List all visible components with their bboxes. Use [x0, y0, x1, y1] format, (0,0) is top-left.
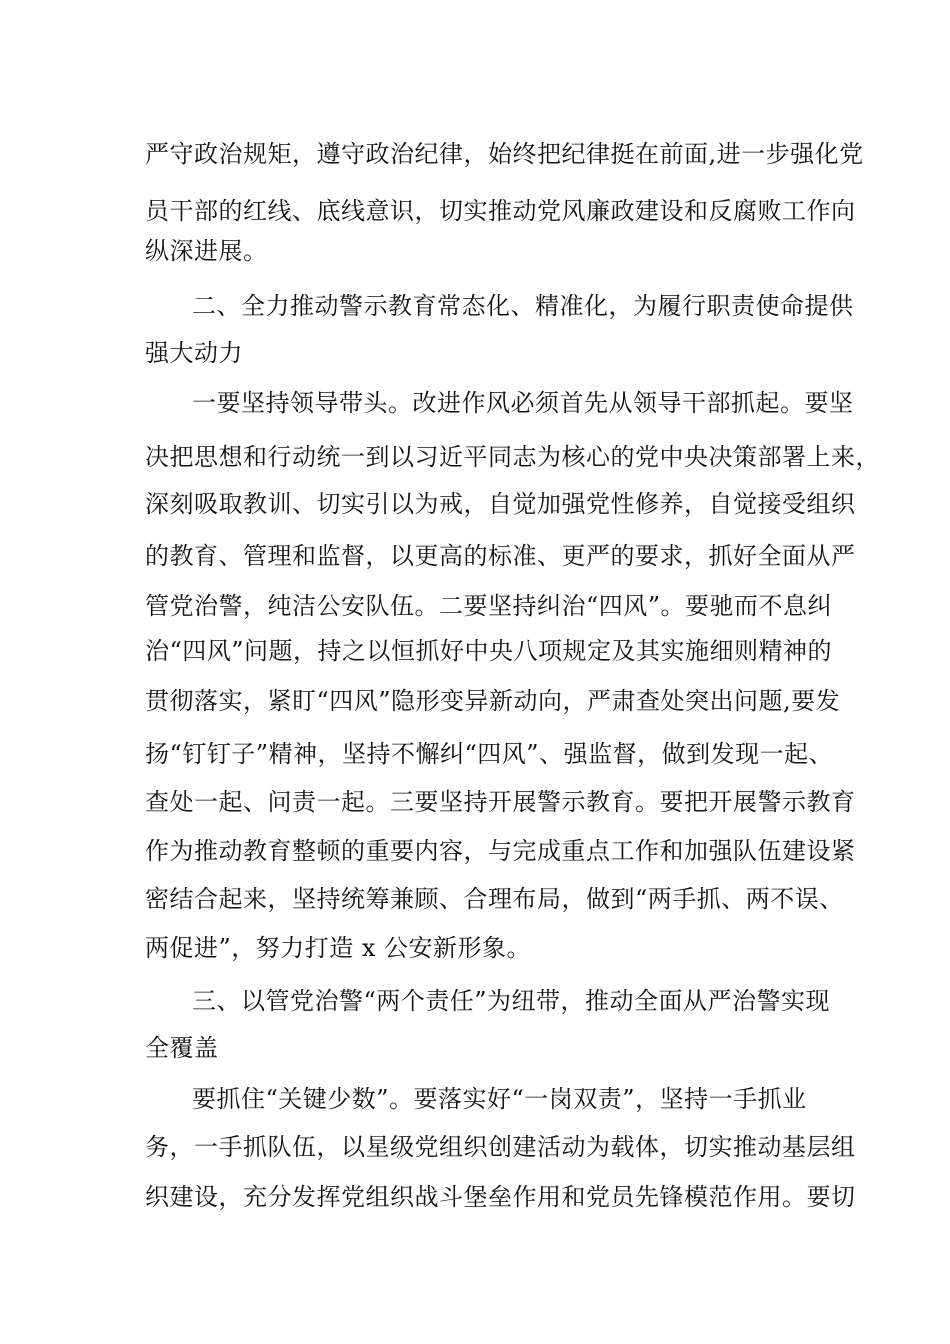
text-line: 深刻吸取教训、切实引以为戒，自觉加强党性修养，自觉接受组织: [145, 490, 856, 518]
text-line: 严守政治规矩，遵守政治纪律，始终把纪律挺在前面,进一步强化党: [145, 140, 864, 168]
section-heading-3-cont: 全覆盖: [145, 1034, 219, 1062]
text-line: 决把思想和行动统一到以习近平同志为核心的党中央决策部署上来，: [145, 443, 880, 471]
text-line: 查处一起、问责一起。三要坚持开展警示教育。要把开展警示教育: [145, 788, 856, 816]
section-heading-2-cont: 强大动力: [145, 339, 243, 367]
text-line: 的教育、管理和监督，以更高的标准、更严的要求，抓好全面从严: [145, 542, 856, 570]
section-heading-3: 三、以管党治警“两个责任”为纽带，推动全面从严治警实现: [192, 987, 831, 1015]
text-line: 纵深进展。: [145, 237, 268, 265]
text-line: 治“四风”问题，持之以恒抓好中央八项规定及其实施细则精神的: [145, 637, 833, 665]
text-line: 管党治警，纯洁公安队伍。二要坚持纠治“四风”。要驰而不息纠: [145, 592, 833, 620]
text-line: 作为推动教育整顿的重要内容，与完成重点工作和加强队伍建设紧: [145, 837, 856, 865]
text-line: 织建设，充分发挥党组织战斗堡垒作用和党员先锋模范作用。要切: [145, 1183, 856, 1211]
section-heading-2: 二、全力推动警示教育常态化、精准化，为履行职责使命提供: [192, 292, 854, 320]
paragraph-start: 一要坚持领导带头。改进作风必须首先从领导干部抓起。要坚: [192, 389, 854, 417]
text-line: 务，一手抓队伍，以星级党组织创建活动为载体，切实推动基层组: [145, 1133, 856, 1161]
paragraph-start: 要抓住“关键少数”。要落实好“一岗双责”，坚持一手抓业: [192, 1085, 807, 1113]
text-line: 员干部的红线、底线意识，切实推动党风廉政建设和反腐败工作向: [145, 197, 856, 225]
text-line: 贯彻落实，紧盯“四风”隐形变异新动向，严肃查处突出问题,要发: [145, 687, 841, 715]
text-line: 扬“钉钉子”精神，坚持不懈纠“四风”、强监督，做到发现一起、: [145, 740, 834, 768]
text-line: 密结合起来，坚持统筹兼顾、合理布局，做到“两手抓、两不误、: [145, 885, 844, 913]
text-line: 两促进”，努力打造 x 公安新形象。: [145, 934, 532, 962]
